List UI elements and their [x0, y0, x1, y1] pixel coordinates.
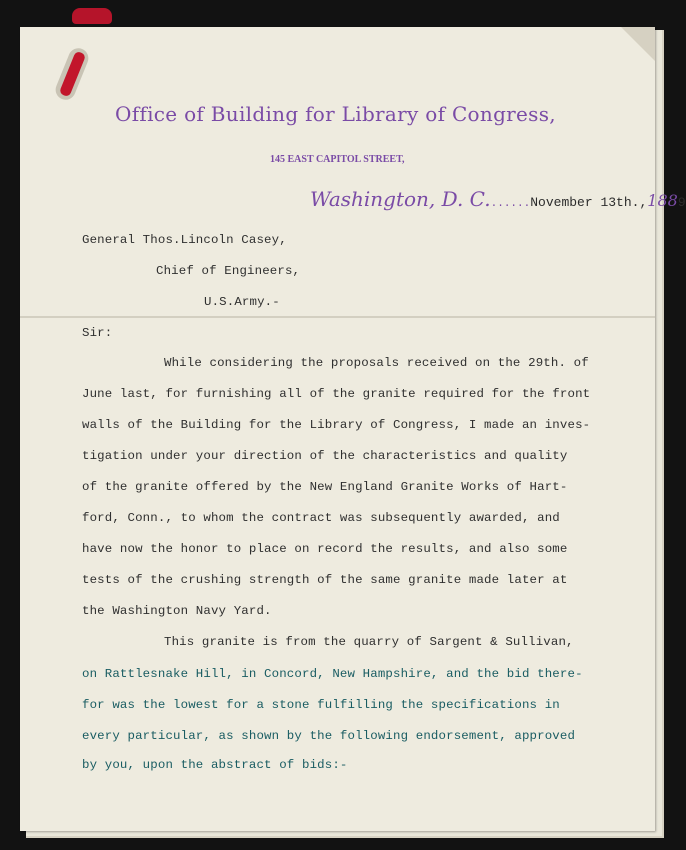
- letterhead-title: Office of Building for Library of Congress,: [115, 102, 556, 126]
- body-line: walls of the Building for the Library of Congress, I made an inves-: [82, 418, 591, 432]
- body-line: While considering the proposals received on the 29th. of: [164, 356, 589, 370]
- letterhead-street: 145 EAST CAPITOL STREET,: [270, 154, 405, 165]
- body-line: of the granite offered by the New England Granite Works of Hart-: [82, 480, 568, 494]
- body-line: tests of the crushing strength of the same granite made later at: [82, 573, 568, 587]
- body-line: by you, upon the abstract of bids:-: [82, 758, 348, 772]
- recipient-line-3: U.S.Army.-: [204, 295, 280, 309]
- letter-page: [20, 27, 686, 831]
- fold-crease: [20, 316, 655, 318]
- salutation: Sir:: [82, 326, 113, 340]
- folded-corner: [621, 27, 655, 61]
- dateline-year-prefix: 188: [647, 191, 678, 210]
- dateline-date: November 13th.,: [530, 195, 648, 210]
- body-line: June last, for furnishing all of the granite required for the front: [82, 387, 591, 401]
- ribbon-tail-icon: [72, 8, 112, 24]
- body-line: ford, Conn., to whom the contract was subsequently awarded, and: [82, 511, 560, 525]
- recipient-line-2: Chief of Engineers,: [156, 264, 301, 278]
- dateline-year-digit: 9: [677, 195, 686, 210]
- body-line: tigation under your direction of the characteristics and quality: [82, 449, 568, 463]
- recipient-line-1: General Thos.Lincoln Casey,: [82, 233, 287, 247]
- dateline-city: Washington, D. C.: [310, 187, 491, 211]
- dateline-dots: ......: [490, 198, 531, 210]
- body-line: every particular, as shown by the following endorsement, approved: [82, 729, 576, 743]
- body-line: have now the honor to place on record the results, and also some: [82, 542, 568, 556]
- body-line: for was the lowest for a stone fulfilling the specifications in: [82, 698, 560, 712]
- dateline: [310, 187, 686, 211]
- body-line: the Washington Navy Yard.: [82, 604, 272, 618]
- body-line: on Rattlesnake Hill, in Concord, New Hampshire, and the bid there-: [82, 667, 583, 681]
- body-line: This granite is from the quarry of Sargent & Sullivan,: [164, 635, 574, 649]
